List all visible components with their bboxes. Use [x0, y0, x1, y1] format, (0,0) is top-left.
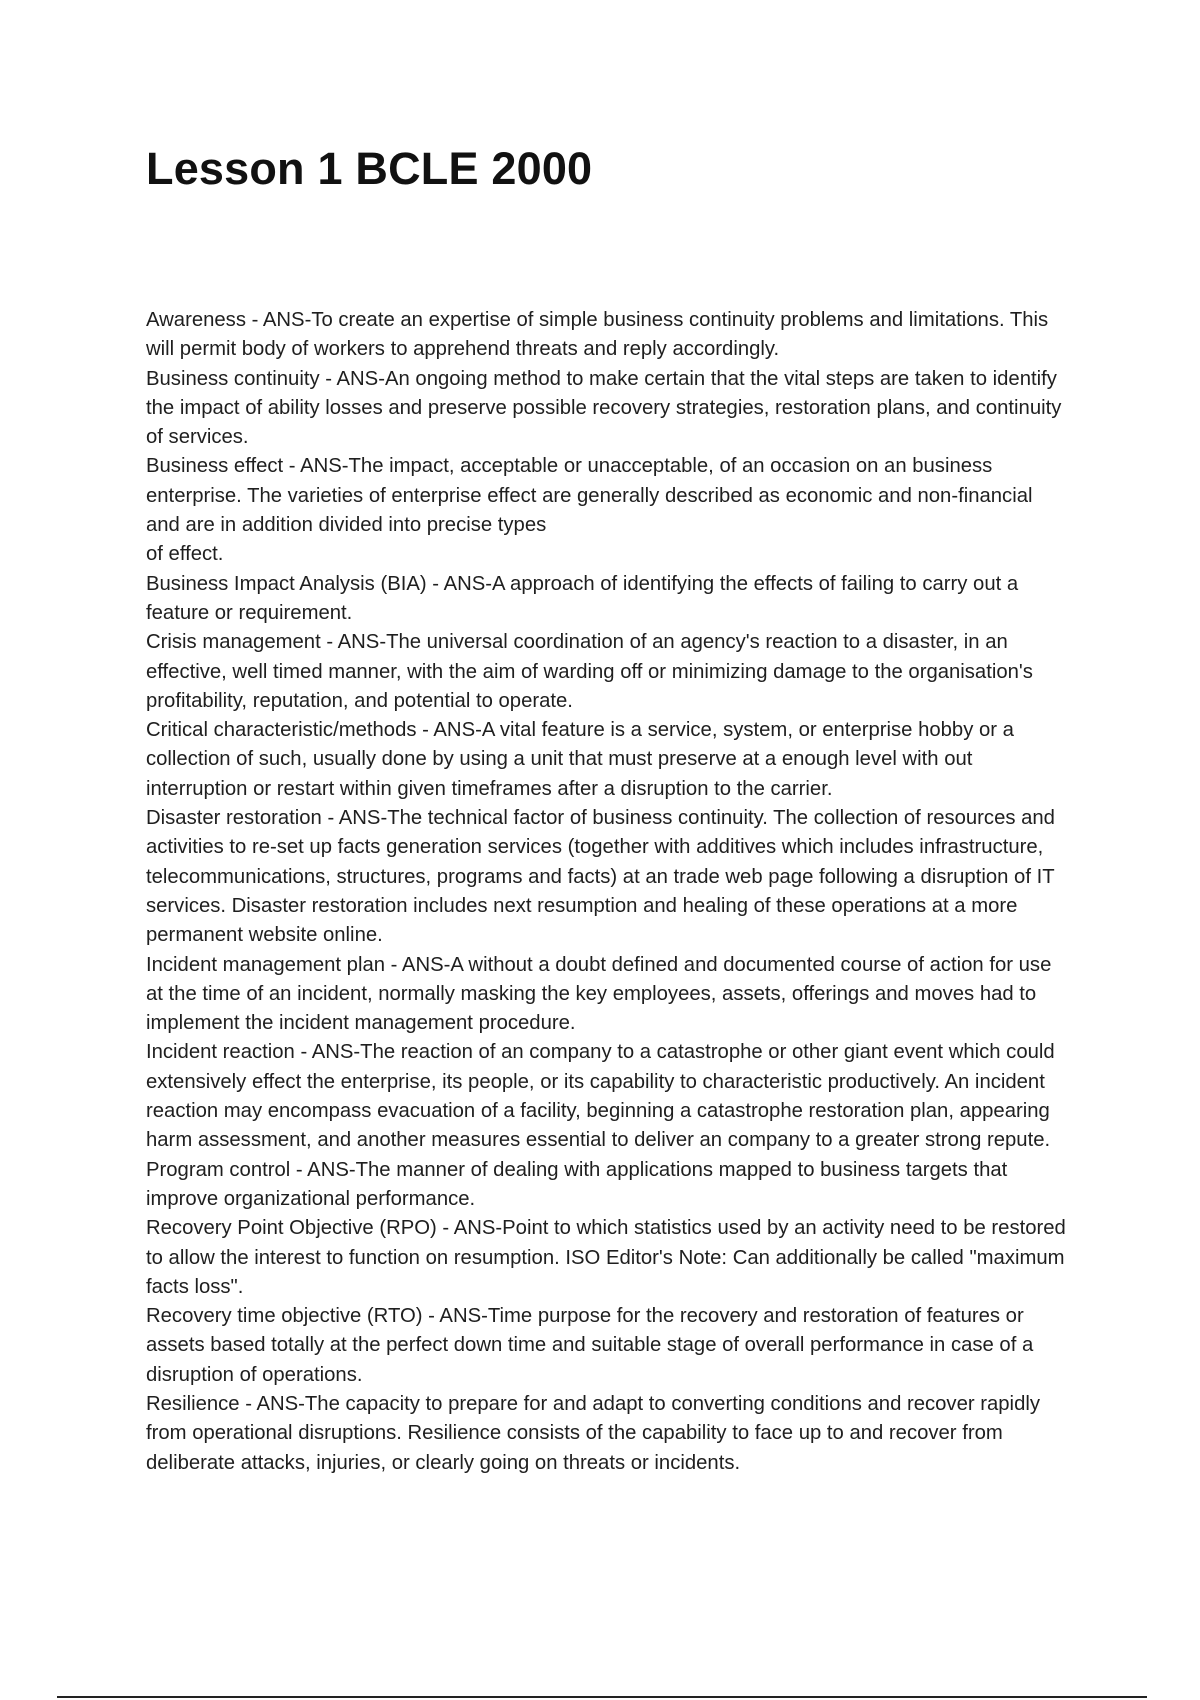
definition-awareness: Awareness - ANS-To create an expertise of simple business continuity problems and limitations. This will permit body of workers to apprehend threats and reply accordingly. [146, 309, 1049, 361]
footer-divider [57, 1696, 1147, 1698]
definition-disaster-restoration: Disaster restoration - ANS-The technical factor of business continuity. The collection of resources and activities to re-set up facts generation services (together with additives which includes infrastructure, telecommunications, structures, programs and facts) at an trade web page following a disruption of IT services. Disaster restoration includes next resumption and healing of these operations at a more permanent website online. [146, 807, 1055, 947]
definition-critical-methods: Critical characteristic/methods - ANS-A vital feature is a service, system, or enterprise hobby or a collection of such, usually done by using a unit that must preserve at a enough level with out interruption or restart within given timeframes after a disruption to the carrier. [146, 719, 1014, 800]
definition-rto: Recovery time objective (RTO) - ANS-Time purpose for the recovery and restoration of features or assets based totally at the perfect down time and suitable stage of overall performance in case of a disruption of operations. [146, 1305, 1034, 1386]
definition-business-effect: Business effect - ANS-The impact, acceptable or unacceptable, of an occasion on an business enterprise. The varieties of enterprise effect are generally described as economic and non-financial and are in addition divided into precise types [146, 455, 1033, 537]
definition-rpo: Recovery Point Objective (RPO) - ANS-Point to which statistics used by an activity need to be restored to allow the interest to function on resumption. ISO Editor's Note: Can additionally be called "maximum facts loss". [146, 1217, 1066, 1298]
definition-bia: Business Impact Analysis (BIA) - ANS-A approach of identifying the effects of failing to carry out a feature or requirement. [146, 572, 1019, 624]
definition-business-effect-continuation: of effect. [146, 543, 224, 566]
definition-program-control: Program control - ANS-The manner of dealing with applications mapped to business targets that improve organizational performance. [146, 1158, 1008, 1210]
definition-incident-management-plan: Incident management plan - ANS-A without a doubt defined and documented course of action for use at the time of an incident, normally masking the key employees, assets, offerings and moves had to implement the incident management procedure. [146, 953, 1052, 1035]
definition-incident-reaction: Incident reaction - ANS-The reaction of an company to a catastrophe or other giant event which could extensively effect the enterprise, its people, or its capability to characteristic productively. An incident reaction may encompass evacuation of a facility, beginning a catastrophe restoration plan, appearing harm assessment, and another measures essential to deliver an company to a greater strong repute. [146, 1041, 1055, 1152]
definitions-list [146, 306, 1066, 1478]
definition-business-continuity: Business continuity - ANS-An ongoing method to make certain that the vital steps are taken to identify the impact of ability losses and preserve possible recovery strategies, restoration plans, and continuity of services. [146, 367, 1062, 449]
definition-crisis-management: Crisis management - ANS-The universal coordination of an agency's reaction to a disaster, in an effective, well timed manner, with the aim of warding off or minimizing damage to the organisation's profitability, reputation, and potential to operate. [146, 631, 1033, 712]
definition-resilience: Resilience - ANS-The capacity to prepare for and adapt to converting conditions and recover rapidly from operational disruptions. Resilience consists of the capability to face up to and recover from deliberate attacks, injuries, or clearly going on threats or incidents. [146, 1392, 1040, 1474]
page-title: Lesson 1 BCLE 2000 [146, 143, 593, 194]
